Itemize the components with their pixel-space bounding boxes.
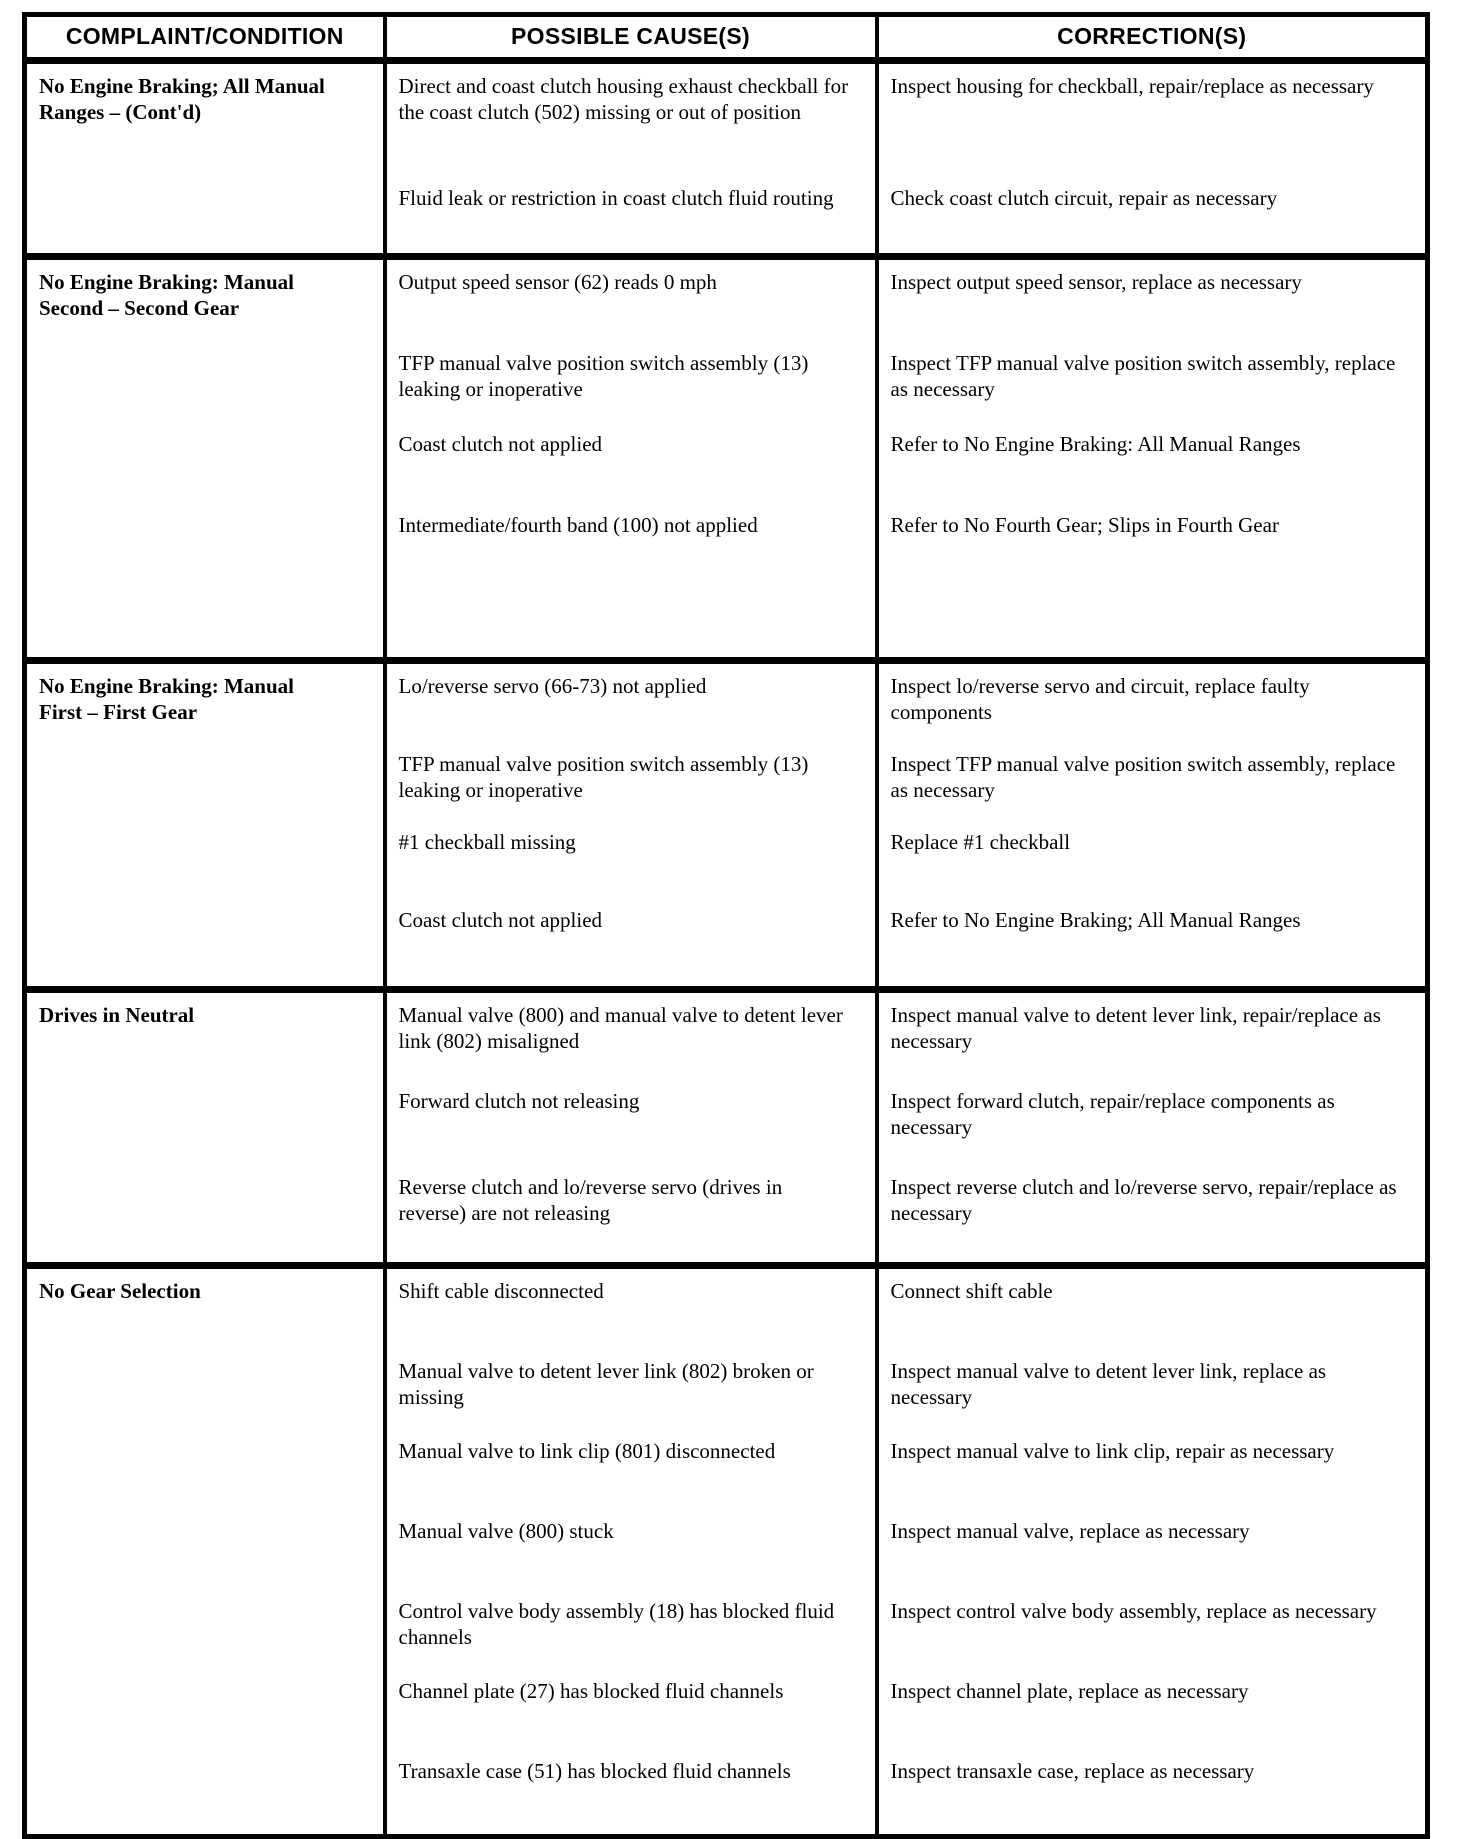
diagnosis-table [22, 12, 1430, 1839]
correction-text: Inspect control valve body assembly, replace as necessary [890, 1599, 1377, 1623]
cause-text: Coast clutch not applied [398, 908, 603, 932]
table-row [25, 61, 1428, 257]
correction-text: Inspect TFP manual valve position switch assembly, replace as necessary [890, 351, 1396, 401]
table-row [25, 257, 1428, 661]
correction-text: Inspect reverse clutch and lo/reverse servo, repair/replace as necessary [890, 1175, 1397, 1225]
cause-text: TFP manual valve position switch assembly (13) leaking or inoperative [398, 351, 809, 401]
cause-text: Forward clutch not releasing [398, 1089, 640, 1113]
cause-text: Intermediate/fourth band (100) not applied [398, 513, 758, 537]
correction-text: Inspect TFP manual valve position switch assembly, replace as necessary [890, 752, 1396, 802]
complaint-text: No Engine Braking: Manual Second – Second Gear [39, 270, 294, 320]
complaint-text: Drives in Neutral [39, 1003, 195, 1027]
correction-text: Inspect manual valve to link clip, repair as necessary [890, 1439, 1335, 1463]
cause-text: Manual valve (800) and manual valve to detent lever link (802) misaligned [398, 1003, 843, 1053]
table-header [25, 15, 1428, 61]
causes-cell [385, 61, 877, 257]
corrections-cell [877, 1266, 1428, 1837]
cause-text: Manual valve (800) stuck [398, 1519, 614, 1543]
col-header-correction: CORRECTION(S) [877, 15, 1428, 61]
complaint-cell [25, 1266, 385, 1837]
correction-text: Inspect lo/reverse servo and circuit, replace faulty components [890, 674, 1310, 724]
correction-text: Refer to No Engine Braking: All Manual Ranges [890, 432, 1301, 456]
complaint-cell [25, 990, 385, 1266]
cause-text: Fluid leak or restriction in coast clutch fluid routing [398, 186, 834, 210]
correction-text: Inspect transaxle case, replace as necessary [890, 1759, 1255, 1783]
correction-text: Inspect manual valve to detent lever link, repair/replace as necessary [890, 1003, 1381, 1053]
correction-text: Inspect channel plate, replace as necessary [890, 1679, 1249, 1703]
correction-text: Replace #1 checkball [890, 830, 1071, 854]
correction-text: Refer to No Engine Braking; All Manual Ranges [890, 908, 1301, 932]
complaint-cell [25, 661, 385, 990]
table-row [25, 1266, 1428, 1837]
complaint-text: No Engine Braking: Manual First – First Gear [39, 674, 294, 724]
complaint-text: No Engine Braking; All Manual Ranges – (Cont'd) [39, 74, 325, 124]
causes-cell [385, 661, 877, 990]
complaint-cell [25, 257, 385, 661]
table-row [25, 661, 1428, 990]
table-body [25, 61, 1428, 1837]
cause-text: #1 checkball missing [398, 830, 576, 854]
cause-text: Shift cable disconnected [398, 1279, 604, 1303]
correction-text: Inspect forward clutch, repair/replace components as necessary [890, 1089, 1335, 1139]
cause-text: Manual valve to detent lever link (802) broken or missing [398, 1359, 814, 1409]
cause-text: Transaxle case (51) has blocked fluid channels [398, 1759, 791, 1783]
causes-cell [385, 1266, 877, 1837]
causes-cell [385, 257, 877, 661]
header-row [25, 15, 1428, 61]
complaint-cell [25, 61, 385, 257]
col-header-complaint: COMPLAINT/CONDITION [25, 15, 385, 61]
cause-text: Reverse clutch and lo/reverse servo (drives in reverse) are not releasing [398, 1175, 783, 1225]
correction-text: Inspect manual valve, replace as necessary [890, 1519, 1250, 1543]
cause-text: Lo/reverse servo (66-73) not applied [398, 674, 707, 698]
correction-text: Check coast clutch circuit, repair as necessary [890, 186, 1278, 210]
cause-text: Output speed sensor (62) reads 0 mph [398, 270, 717, 294]
cause-text: Control valve body assembly (18) has blocked fluid channels [398, 1599, 835, 1649]
causes-cell [385, 990, 877, 1266]
complaint-text: No Gear Selection [39, 1279, 201, 1303]
corrections-cell [877, 990, 1428, 1266]
correction-text: Inspect housing for checkball, repair/replace as necessary [890, 74, 1374, 98]
cause-text: Coast clutch not applied [398, 432, 603, 456]
service-manual-page [22, 12, 1425, 1839]
correction-text: Inspect manual valve to detent lever link, replace as necessary [890, 1359, 1327, 1409]
corrections-cell [877, 257, 1428, 661]
cause-text: TFP manual valve position switch assembly (13) leaking or inoperative [398, 752, 809, 802]
corrections-cell [877, 661, 1428, 990]
correction-text: Inspect output speed sensor, replace as necessary [890, 270, 1302, 294]
table-row [25, 990, 1428, 1266]
cause-text: Manual valve to link clip (801) disconnected [398, 1439, 776, 1463]
col-header-possible-cause: POSSIBLE CAUSE(S) [385, 15, 877, 61]
corrections-cell [877, 61, 1428, 257]
cause-text: Channel plate (27) has blocked fluid channels [398, 1679, 784, 1703]
correction-text: Connect shift cable [890, 1279, 1053, 1303]
correction-text: Refer to No Fourth Gear; Slips in Fourth Gear [890, 513, 1279, 537]
cause-text: Direct and coast clutch housing exhaust checkball for the coast clutch (502) missing or out of position [398, 74, 849, 124]
